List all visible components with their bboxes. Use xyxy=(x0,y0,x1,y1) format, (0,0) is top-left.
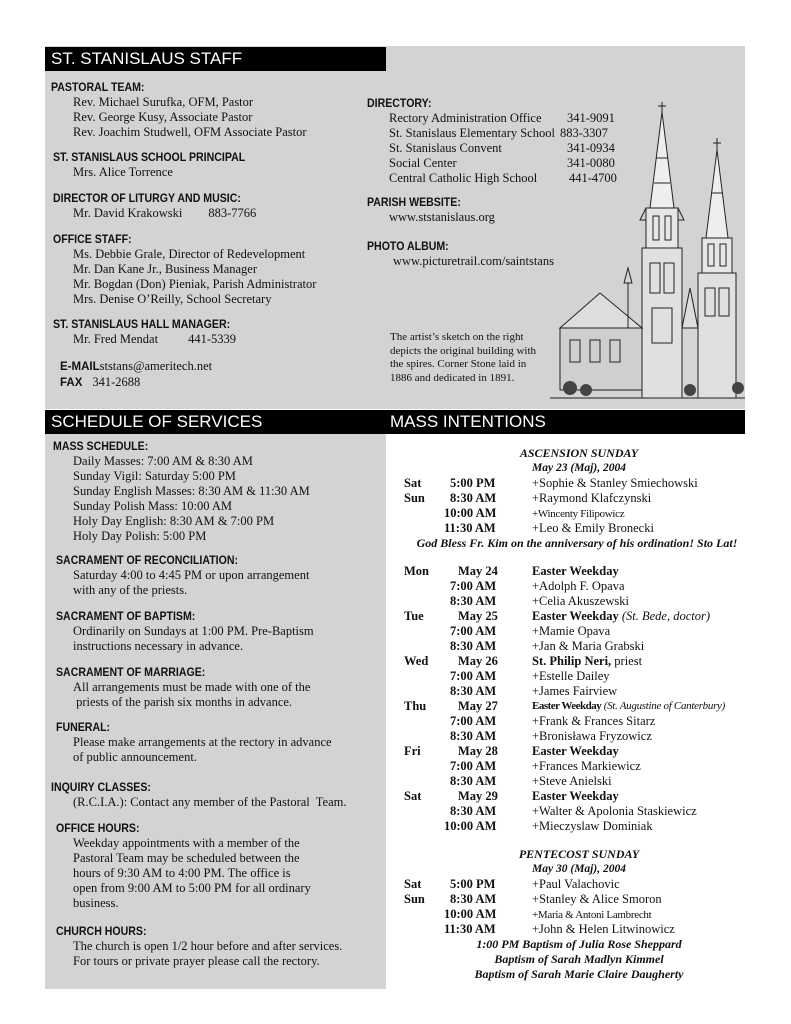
baptism-announcement: Baptism of Sarah Marie Claire Daugherty xyxy=(474,967,684,981)
intention-text: +Leo & Emily Bronecki xyxy=(532,521,654,535)
intention-day: Wed xyxy=(404,654,429,668)
fax-number: 341-2688 xyxy=(92,375,141,389)
intention-text: +Frances Markiewicz xyxy=(532,759,641,773)
office-hours-line: open from 9:00 AM to 5:00 PM for all ordinary xyxy=(73,881,311,895)
funeral-line: Please make arrangements at the rectory in advance xyxy=(73,735,332,749)
intention-row xyxy=(404,819,754,834)
office-staff-line: Ms. Debbie Grale, Director of Redevelopment xyxy=(73,247,306,261)
email-label: E-MAIL xyxy=(60,361,100,373)
intention-text: Easter Weekday (St. Bede, doctor) xyxy=(532,609,710,623)
intention-text: +Mamie Opava xyxy=(532,624,611,638)
intention-row xyxy=(404,564,754,579)
principal-label: ST. STANISLAUS SCHOOL PRINCIPAL xyxy=(53,152,246,164)
intention-row xyxy=(404,609,754,624)
office-hours-line: Weekday appointments with a member of the xyxy=(73,836,300,850)
funeral-label: FUNERAL: xyxy=(56,722,111,734)
intention-row xyxy=(404,744,754,759)
intention-text: +Raymond Klafczynski xyxy=(532,491,652,505)
pastoral-line: Rev. Joachim Studwell, OFM Associate Pastor xyxy=(73,125,307,139)
intention-row xyxy=(404,877,754,892)
intention-text: +Sophie & Stanley Smiechowski xyxy=(532,476,698,490)
directory-entry: Social Center 341-0080 xyxy=(389,156,615,170)
intention-row xyxy=(404,654,754,669)
intention-row xyxy=(404,624,754,639)
intention-text: Easter Weekday (St. Augustine of Canterbury) xyxy=(532,700,726,712)
reconciliation-line: with any of the priests. xyxy=(73,583,188,597)
ascension-date: May 23 (Maj), 2004 xyxy=(532,462,626,474)
inquiry-line: (R.C.I.A.): Contact any member of the Pastoral Team. xyxy=(73,795,347,809)
intention-time: 7:00 AM xyxy=(450,669,497,683)
funeral-line: of public announcement. xyxy=(73,750,197,764)
intention-text: +Estelle Dailey xyxy=(532,669,610,683)
sketch-caption: The artist’s sketch on the right depicts the original building with the spires. Corner Stone laid in 1886 and dedicated in 1891. xyxy=(390,331,537,384)
intention-text: +James Fairview xyxy=(532,684,618,698)
staff-header: ST. STANISLAUS STAFF xyxy=(45,47,386,71)
intention-time: 11:30 AM xyxy=(444,922,496,936)
mass-schedule-line: Sunday English Masses: 8:30 AM & 11:30 AM xyxy=(73,484,310,498)
mass-schedule-label: MASS SCHEDULE: xyxy=(53,441,149,453)
website-label: PARISH WEBSITE: xyxy=(367,197,461,209)
church-hours-line: For tours or private prayer please call the rectory. xyxy=(73,954,320,968)
intention-time: May 29 xyxy=(458,789,498,803)
intention-day: Mon xyxy=(404,564,429,578)
intention-text: +Paul Valachovic xyxy=(532,877,620,891)
intention-text: Easter Weekday xyxy=(532,564,619,578)
intention-row xyxy=(404,759,754,774)
intention-text: +Maria & Antoni Lambrecht xyxy=(532,909,652,921)
church-hours-label: CHURCH HOURS: xyxy=(56,926,147,938)
intention-time: May 25 xyxy=(458,609,498,623)
pentecost-date: May 30 (Maj), 2004 xyxy=(532,863,626,875)
baptism-line: Ordinarily on Sundays at 1:00 PM. Pre-Baptism xyxy=(73,624,314,638)
photo-album-section xyxy=(367,240,554,269)
intention-day: Sat xyxy=(404,789,422,803)
office-hours-label: OFFICE HOURS: xyxy=(56,823,140,835)
intention-time: 8:30 AM xyxy=(450,892,497,906)
intention-row xyxy=(404,699,754,714)
directory-entry: St. Stanislaus Elementary School 883-3307 xyxy=(389,126,608,140)
ordination-blessing: God Bless Fr. Kim on the anniversary of his ordination! Sto Lat! xyxy=(416,536,738,550)
intention-day: Tue xyxy=(404,609,424,623)
intention-time: 8:30 AM xyxy=(450,639,497,653)
mass-schedule-line: Sunday Polish Mass: 10:00 AM xyxy=(73,499,233,513)
church-sketch-illustration xyxy=(550,98,745,408)
mass-schedule-line: Sunday Vigil: Saturday 5:00 PM xyxy=(73,469,236,483)
intention-row xyxy=(404,892,754,907)
office-staff-line: Mr. Bogdan (Don) Pieniak, Parish Administrator xyxy=(73,277,317,291)
intention-row xyxy=(404,476,754,491)
intention-row xyxy=(404,594,754,609)
photo-album-label: PHOTO ALBUM: xyxy=(367,241,449,253)
intention-time: 8:30 AM xyxy=(450,491,497,505)
liturgy-section xyxy=(53,192,257,221)
intention-time: 10:00 AM xyxy=(444,506,497,520)
pastoral-team-label: PASTORAL TEAM: xyxy=(51,82,145,94)
intention-row xyxy=(404,639,754,654)
photo-album-link[interactable]: www.picturetrail.com/saintstans xyxy=(393,254,554,268)
office-staff-line: Mrs. Denise O’Reilly, School Secretary xyxy=(73,292,272,306)
intention-text: Easter Weekday xyxy=(532,789,619,803)
reconciliation-line: Saturday 4:00 to 4:45 PM or upon arrangement xyxy=(73,568,310,582)
intention-time: 8:30 AM xyxy=(450,684,497,698)
intention-text: +Adolph F. Opava xyxy=(532,579,625,593)
intention-time: 5:00 PM xyxy=(450,877,496,891)
intentions-header: MASS INTENTIONS xyxy=(386,410,745,434)
intention-row xyxy=(404,774,754,789)
inquiry-section xyxy=(51,781,346,810)
intention-day: Sat xyxy=(404,476,422,490)
mass-schedule-line: Holy Day Polish: 5:00 PM xyxy=(73,529,207,543)
intention-row xyxy=(404,579,754,594)
pastoral-line: Rev. George Kusy, Associate Pastor xyxy=(73,110,253,124)
church-hours-line: The church is open 1/2 hour before and after services. xyxy=(73,939,343,953)
intention-row xyxy=(404,729,754,744)
intention-row xyxy=(404,491,754,506)
intention-time: 10:00 AM xyxy=(444,907,497,921)
intention-day: Sun xyxy=(404,892,425,906)
ascension-title: ASCENSION SUNDAY xyxy=(519,446,639,460)
intention-time: 7:00 AM xyxy=(450,714,497,728)
mass-schedule-line: Daily Masses: 7:00 AM & 8:30 AM xyxy=(73,454,253,468)
intention-text: +Mieczyslaw Dominiak xyxy=(532,819,653,833)
schedule-header: SCHEDULE OF SERVICES xyxy=(45,410,386,434)
mass-intentions-list xyxy=(404,446,754,982)
office-staff-label: OFFICE STAFF: xyxy=(53,234,132,246)
hall-manager-label: ST. STANISLAUS HALL MANAGER: xyxy=(53,319,231,331)
intention-day: Sun xyxy=(404,491,425,505)
office-staff-line: Mr. Dan Kane Jr., Business Manager xyxy=(73,262,257,276)
contact-section xyxy=(60,359,212,391)
liturgy-name: Mr. David Krakowski xyxy=(73,206,183,220)
liturgy-label: DIRECTOR OF LITURGY AND MUSIC: xyxy=(53,193,241,205)
intention-text: +Frank & Frances Sitarz xyxy=(532,714,656,728)
baptism-label: SACRAMENT OF BAPTISM: xyxy=(56,611,196,623)
intention-row xyxy=(404,714,754,729)
intention-time: May 26 xyxy=(458,654,498,668)
intention-time: May 24 xyxy=(458,564,498,578)
intention-row xyxy=(404,684,754,699)
website-link[interactable]: www.ststanislaus.org xyxy=(389,210,495,224)
intention-day: Thu xyxy=(404,699,427,713)
intention-time: May 28 xyxy=(458,744,498,758)
intention-text: +Wincenty Filipowicz xyxy=(532,508,625,520)
intention-time: 5:00 PM xyxy=(450,476,496,490)
church-hours-section xyxy=(56,925,342,969)
baptism-announcement: Baptism of Sarah Madlyn Kimmel xyxy=(494,952,664,966)
directory-entry: St. Stanislaus Convent 341-0934 xyxy=(389,141,615,155)
intention-text: +Jan & Maria Grabski xyxy=(532,639,645,653)
intention-day: Fri xyxy=(404,744,421,758)
intention-time: 8:30 AM xyxy=(450,594,497,608)
intention-text: +Walter & Apolonia Staskiewicz xyxy=(532,804,697,818)
intention-row xyxy=(404,922,754,937)
office-hours-section xyxy=(56,822,311,911)
hall-manager-name: Mr. Fred Mendat xyxy=(73,332,159,346)
pastoral-line: Rev. Michael Surufka, OFM, Pastor xyxy=(73,95,254,109)
mass-schedule-line: Holy Day English: 8:30 AM & 7:00 PM xyxy=(73,514,275,528)
intention-time: 8:30 AM xyxy=(450,804,497,818)
intention-time: 7:00 AM xyxy=(450,759,497,773)
directory-entry: Rectory Administration Office 341-9091 xyxy=(389,111,615,125)
intention-time: 10:00 AM xyxy=(444,819,497,833)
marriage-line: priests of the parish six months in advance. xyxy=(73,695,293,709)
baptism-section xyxy=(56,610,314,654)
intention-row xyxy=(404,804,754,819)
intention-row xyxy=(404,521,754,536)
intention-text: St. Philip Neri, priest xyxy=(532,654,643,668)
intention-text: +Steve Anielski xyxy=(532,774,612,788)
intention-time: 11:30 AM xyxy=(444,521,496,535)
principal-name: Mrs. Alice Torrence xyxy=(73,165,173,179)
liturgy-phone: 883-7766 xyxy=(208,206,257,220)
funeral-section xyxy=(56,721,332,765)
email-address: ststans@ameritech.net xyxy=(99,359,213,373)
baptism-announcement: 1:00 PM Baptism of Julia Rose Sheppard xyxy=(476,937,682,951)
baptism-line: instructions necessary in advance. xyxy=(73,639,244,653)
reconciliation-section xyxy=(56,554,309,598)
inquiry-label: INQUIRY CLASSES: xyxy=(51,782,151,794)
reconciliation-label: SACRAMENT OF RECONCILIATION: xyxy=(56,555,239,567)
marriage-section xyxy=(56,666,310,710)
intention-row xyxy=(404,789,754,804)
marriage-line: All arrangements must be made with one of the xyxy=(73,680,311,694)
marriage-label: SACRAMENT OF MARRIAGE: xyxy=(56,667,206,679)
directory-entry: Central Catholic High School 441-4700 xyxy=(389,171,617,185)
mass-schedule-section xyxy=(53,440,310,544)
intention-time: 7:00 AM xyxy=(450,579,497,593)
pastoral-team-section xyxy=(51,81,307,140)
intention-row xyxy=(404,907,754,922)
intention-time: 8:30 AM xyxy=(450,774,497,788)
intention-row xyxy=(404,669,754,684)
intention-text: Easter Weekday xyxy=(532,744,619,758)
office-hours-line: business. xyxy=(73,896,119,910)
intention-time: 8:30 AM xyxy=(450,729,497,743)
intention-text: +John & Helen Litwinowicz xyxy=(532,922,675,936)
intention-time: May 27 xyxy=(458,699,498,713)
office-hours-line: hours of 9:30 AM to 4:00 PM. The office is xyxy=(73,866,291,880)
hall-manager-phone: 441-5339 xyxy=(188,332,236,346)
intention-day: Sat xyxy=(404,877,422,891)
intention-text: +Celia Akuszewski xyxy=(532,594,629,608)
website-section xyxy=(367,196,495,225)
fax-label: FAX xyxy=(60,377,83,389)
intention-row xyxy=(404,506,754,521)
directory-label: DIRECTORY: xyxy=(367,98,432,110)
pentecost-title: PENTECOST SUNDAY xyxy=(518,847,640,861)
office-hours-line: Pastoral Team may be scheduled between the xyxy=(73,851,300,865)
intention-text: +Stanley & Alice Smoron xyxy=(532,892,662,906)
hall-manager-section xyxy=(53,318,246,347)
principal-section xyxy=(53,151,262,180)
intention-time: 7:00 AM xyxy=(450,624,497,638)
intention-text: +Bronisława Fryzowicz xyxy=(532,729,652,743)
office-staff-section xyxy=(53,233,316,307)
